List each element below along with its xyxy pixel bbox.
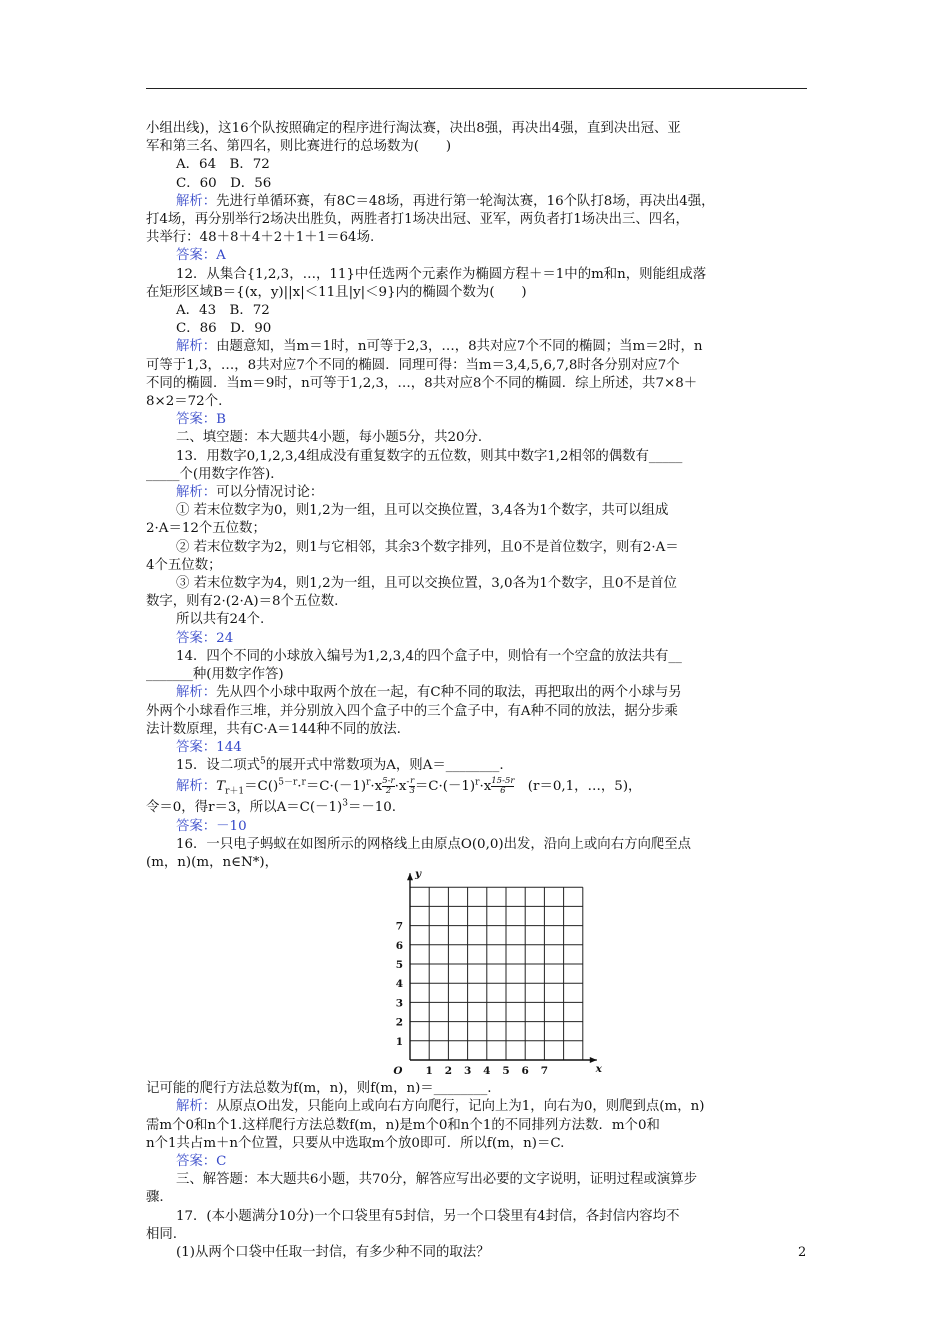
section-heading: 骤. — [146, 1190, 164, 1206]
x-tick-label: 7 — [540, 1065, 549, 1078]
y-tick-label: 4 — [395, 978, 403, 991]
q11-text: 小组出线)，这16个队按照确定的程序进行淘汰赛，决出8强，再决出4强，直到决出冠、亚 — [146, 121, 681, 136]
x-tick-label: 4 — [483, 1065, 491, 1078]
exponent-fraction: $\frac{15-5r}{6}$ — [491, 776, 515, 797]
q13-text: 13．用数字0,1,2,3,4组成没有重复数字的五位数，则其中数字1,2相邻的偶数有_____ — [176, 448, 683, 464]
solution-label: 解析： — [176, 1099, 217, 1115]
q13-solution: 解析：可以分情况讨论： — [176, 485, 324, 501]
y-tick-label: 6 — [395, 939, 403, 952]
y-axis-label: y — [414, 868, 422, 881]
q13-case: ① 若末位数字为0，则1,2为一组，且可以交换位置，3,4各为1个数字，共可以组成 — [176, 503, 669, 519]
q12-solution: 解析：由题意知，当m＝1时，n可等于2,3，…，8共对应7个不同的椭圆；当m＝2时，n — [176, 339, 703, 355]
q13-answer: 答案：24 — [176, 630, 234, 646]
q14-answer: 答案：144 — [176, 739, 242, 755]
x-tick-label: 1 — [425, 1065, 433, 1078]
q14-solution: 外两个小球看作三堆，并分别放入四个盒子中的三个盒子中，有A种不同的放法，据分步乘 — [146, 703, 678, 719]
q16-text: 记可能的爬行方法总数为f(m，n)，则f(m，n)＝________. — [146, 1081, 492, 1097]
y-tick-label: 3 — [395, 997, 403, 1010]
q16-text: (m，n)(m，n∈N*)， — [146, 854, 279, 870]
x-axis-label: x — [595, 1063, 602, 1076]
q12-text: 12．从集合{1,2,3，…，11}中任选两个元素作为椭圆方程＋＝1中的m和n，则能组成落 — [176, 266, 707, 282]
q12-solution: 可等于1,3，…，8共对应7个不同的椭圆．同理可得：当m＝3,4,5,6,7,8时各分别对应7个 — [146, 357, 680, 373]
q14-solution: 法计数原理，共有C·A＝144种不同的放法. — [146, 721, 401, 737]
q16-solution: n个1共占m＋n个位置，只要从中选取m个放0即可．所以f(m，n)＝C. — [146, 1135, 565, 1151]
q11-answer: 答案：A — [176, 248, 226, 264]
grid-diagram — [380, 868, 602, 1080]
q15-answer: 答案：－10 — [176, 818, 247, 834]
q13-case: 数字，则有2·(2·A)＝8个五位数. — [146, 594, 339, 610]
q12-solution: 8×2＝72个. — [146, 394, 223, 410]
q15-solution: 令＝0，得r＝3，所以$A=C(-1)^3=-10$. — [146, 798, 397, 816]
q14-text: 14．四个不同的小球放入编号为1,2,3,4的四个盒子中，则恰有一个空盒的放法共有__ — [176, 648, 682, 664]
q14-solution: 解析：先从四个小球中取两个放在一起，有C种不同的取法，再把取出的两个小球与另 — [176, 685, 682, 701]
q11-text: 军和第三名、第四名，则比赛进行的总场数为( ) — [146, 139, 452, 155]
exponent-fraction: $\frac{r}{3}$ — [409, 776, 415, 797]
solution-label: 解析： — [176, 485, 217, 501]
x-tick-label: 2 — [444, 1065, 453, 1078]
y-axis-arrow — [407, 873, 413, 880]
q12-solution: 不同的椭圆．当m＝9时，n可等于1,2,3，…，8共对应8个不同的椭圆．综上所述，共7×8＋ — [146, 375, 698, 391]
q12-options: A．43 B．72 — [176, 303, 270, 319]
y-tick-label: 5 — [395, 959, 403, 972]
q13-text: _____个(用数字作答)． — [146, 466, 284, 482]
x-tick-label: 5 — [502, 1065, 510, 1078]
origin-label: O — [393, 1065, 403, 1078]
section-heading: 二、填空题：本大题共4小题，每小题5分，共20分． — [176, 430, 492, 446]
exponent-fraction: $\frac{5-r}{2}$ — [382, 776, 395, 797]
q17-text: 相同. — [146, 1226, 178, 1242]
q15-solution: 解析：$T_{r+1}=C()^{5-r}\cdot^r=C\cdot(-1)^r\cdot x$ $\frac{5-r}{2}$ ·x- $\frac{r}{3}$ $=C\cdot(-1)^r\cdot x$ $\frac{15-5r}{6}$ (r＝0,1，…，5)， — [176, 776, 642, 797]
q13-case: ③ 若末位数字为4，则1,2为一组，且可以交换位置，3,0各为1个数字，且0不是首位 — [176, 576, 677, 592]
solution-label: 解析： — [176, 193, 217, 209]
q16-answer: 答案：C — [176, 1153, 227, 1169]
q15-text: 15．设二项式$^5$的展开式中常数项为A，则A＝________. — [176, 756, 504, 774]
q12-options: C．86 D．90 — [176, 321, 272, 337]
q16-solution: 需m个0和n个1.这样爬行方法总数f(m，n)是m个0和n个1的不同排列方法数．m个0和 — [146, 1117, 660, 1133]
x-tick-label: 6 — [521, 1065, 529, 1078]
x-tick-label: 3 — [463, 1065, 472, 1078]
solution-label: 解析： — [176, 685, 217, 701]
q16-solution: 解析：从原点O出发，只能向上或向右方向爬行，记向上为1，向右为0，则爬到点(m，n) — [176, 1099, 705, 1115]
q11-solution: 共举行：48＋8＋4＋2＋1＋1＝64场. — [146, 230, 375, 246]
y-tick-label: 7 — [395, 920, 403, 933]
q13-case: 2·A＝12个五位数； — [146, 521, 266, 537]
q12-answer: 答案：B — [176, 412, 227, 428]
section-heading: 三、解答题：本大题共6小题，共70分，解答应写出必要的文字说明，证明过程或演算步 — [176, 1172, 698, 1188]
q17-text: 17．(本小题满分10分)一个口袋里有5封信，另一个口袋里有4封信，各封信内容均不 — [176, 1208, 680, 1224]
document-body — [146, 120, 810, 1262]
page-number: 2 — [798, 1245, 807, 1260]
q13-summary: 所以共有24个. — [176, 612, 265, 628]
header-rule — [146, 88, 807, 89]
q11-options: C．60 D．56 — [176, 175, 272, 191]
q16-text: 16．一只电子蚂蚁在如图所示的网格线上由原点O(0,0)出发，沿向上或向右方向爬至点 — [176, 836, 692, 852]
q11-solution: 打4场，再分别举行2场决出胜负，两胜者打1场决出冠、亚军，两负者打1场决出三、四名， — [146, 212, 689, 228]
solution-label: 解析： — [176, 339, 217, 355]
y-tick-label: 2 — [395, 1016, 403, 1029]
q12-text: 在矩形区域B＝{(x，y)||x|＜11且|y|＜9}内的椭圆个数为( ) — [146, 284, 527, 300]
q17-subquestion: (1)从两个口袋中任取一封信，有多少种不同的取法？ — [176, 1244, 490, 1260]
q11-options: A．64 B．72 — [176, 157, 270, 173]
grid-figure — [146, 868, 810, 1080]
q11-solution: 解析：先进行单循环赛，有8C＝48场，再进行第一轮淘汰赛，16个队打8场，再决出4强， — [176, 193, 715, 209]
solution-label: 解析： — [176, 779, 217, 795]
y-tick-label: 1 — [395, 1035, 403, 1048]
q13-case: 4个五位数； — [146, 557, 222, 573]
q13-case: ② 若末位数字为2，则1与它相邻，其余3个数字排列，且0不是首位数字，则有2·A＝ — [176, 539, 679, 555]
q14-text: _______种(用数字作答) — [146, 667, 284, 683]
